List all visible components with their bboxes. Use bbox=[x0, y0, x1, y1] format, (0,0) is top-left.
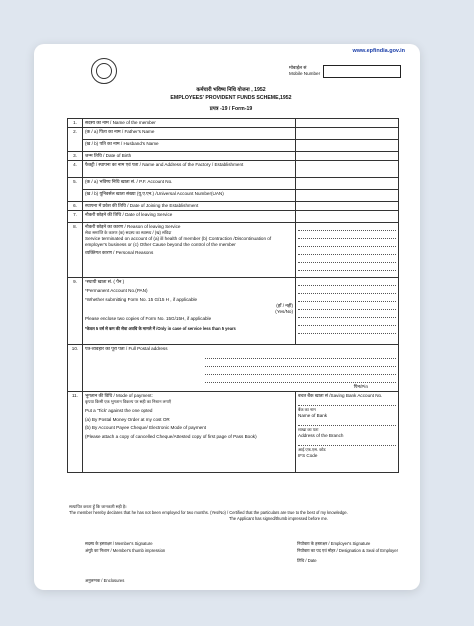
table-row: 2. (क / a) पिता का नाम / Father's Name bbox=[68, 128, 399, 140]
option-money-order[interactable]: (a) By Postal Money Order at my cost OR bbox=[85, 417, 170, 422]
table-row: (ख / b) यूनिवर्सल खाता संख्या (यू.ए.एन.) /Universal Account Number(UAN) bbox=[68, 190, 399, 202]
table-row: 3. जन्म तिथि / Date of Birth bbox=[68, 152, 399, 161]
enclosures-label: अनुलग्नक / Enclosures bbox=[85, 578, 125, 583]
pf-account-field[interactable] bbox=[296, 178, 399, 190]
date-label: तिथि / Date bbox=[297, 558, 317, 563]
pan-field[interactable] bbox=[296, 278, 399, 345]
postal-address-field[interactable] bbox=[205, 352, 396, 383]
table-row: 11. भुगतान की विधि / Mode of payment: कृपया किसी एक भुगतान विकल्प पर सही का निशान लगाएँ Put a 'Tick' against the one opted (a) By Postal Money Order at my cost OR (b) By Account Payee Cheque/ Electronic Mode of payment (Please attach a copy of cancelled Cheque/Attested copy of first page of Pass Book) बचत बैंक खाता सं /Saving Bank Account No. बैंक का नाम Name of Bank शाखा का पता Address of the Branch आई.एफ.एस. कोड IFS Code bbox=[68, 392, 399, 473]
declaration: सत्यापित करता हूँ कि जानकारी सही है। The member hereby declares that he has not been employed for two months. (Yes/No) / Certified that the particulars are true to the best of my knowledge. The Applicant has signed/thumb impressed before me. bbox=[69, 504, 348, 521]
epfo-logo-icon bbox=[91, 58, 117, 84]
table-row: 7. नौकरी छोड़ने की तिथि / Date of leaving Service bbox=[68, 211, 399, 223]
husband-name-field[interactable] bbox=[296, 140, 399, 152]
table-row: 9. *स्थायी खाता सं. ( पैन ) *Permanent Account No.(PAN) *Whether submitting Form No. 15 G/15 H , if applicable (हाँ / नहीं) (Yes/No) Please enclose two copies of Form No. 15G/15H, if applicable *केवल 5 वर्ष से कम की सेवा अवधि के मामले में /Only in case of service less than 5 years bbox=[68, 278, 399, 345]
form-number: प्रपत्र -19 / Form-19 bbox=[209, 106, 253, 112]
bank-account-field[interactable] bbox=[298, 399, 396, 406]
table-row: 10. पत्र-व्यवहार का पूरा पता / Full Postal address पिन/Pin bbox=[68, 345, 399, 392]
employer-seal: नियोक्ता का पद एवं मोहर / Designation & Seal of Employer bbox=[297, 548, 398, 553]
member-name-field[interactable] bbox=[296, 119, 399, 128]
table-row: 1. सदस्य का नाम / Name of the member bbox=[68, 119, 399, 128]
factory-address-field[interactable] bbox=[296, 161, 399, 178]
scheme-title-hindi: कर्मचारी भविष्य निधि योजना , 1952 bbox=[196, 87, 266, 93]
mobile-label: मोबाईल सं Mobile Number bbox=[289, 65, 321, 76]
uan-field[interactable] bbox=[296, 190, 399, 202]
father-name-field[interactable] bbox=[296, 128, 399, 140]
doj-field[interactable] bbox=[296, 202, 399, 211]
bank-name-field[interactable] bbox=[298, 419, 396, 426]
dol-field[interactable] bbox=[296, 211, 399, 223]
thumb-impression: अंगूठे का निशान / Member's thumb impression bbox=[85, 548, 166, 553]
scheme-title: EMPLOYEES' PROVIDENT FUNDS SCHEME,1952 bbox=[170, 95, 292, 101]
employer-signature: नियोक्ता के हस्ताक्षर / Employer's Signature bbox=[297, 541, 371, 546]
form-sheet bbox=[47, 46, 415, 588]
leaving-reason-field[interactable] bbox=[296, 223, 399, 278]
table-row: 8. नौकरी छोड़ने का कारण / Reason of leaving Service सेवा समाप्ति के कारण (क) सदस्य का स्वास्थ्य / (ख) संविदा Service terminated on account of (a) ill health of member (b) Contraction /Discontinuation of employer's business or (c) Other Cause beyond the control of the member व्यक्तिगत कारण / Personal Reasons bbox=[68, 223, 399, 278]
website-url[interactable]: www.epfindia.gov.in bbox=[352, 48, 405, 54]
option-cheque[interactable]: (b) By Account Payee Cheque/ Electronic Mode of payment bbox=[85, 425, 207, 430]
table-row: 4. फैक्ट्री / स्थापना का नाम एवं पता / Name and Address of the Factory / Establishment bbox=[68, 161, 399, 178]
table-row: (ख / b) पति का नाम / Husband's Name bbox=[68, 140, 399, 152]
dob-field[interactable] bbox=[296, 152, 399, 161]
branch-address-field[interactable] bbox=[298, 439, 396, 446]
table-row: 6. स्थापना में प्रवेश की तिथि / Date of Joining the Establishment bbox=[68, 202, 399, 211]
table-row: 5. (क / a) भविष्य निधि खाता सं. / P.F. Account No. bbox=[68, 178, 399, 190]
mobile-number-field[interactable] bbox=[323, 65, 401, 78]
member-signature: सदस्य के हस्ताक्षर / Member's Signature bbox=[85, 541, 153, 546]
form-table bbox=[67, 118, 399, 473]
